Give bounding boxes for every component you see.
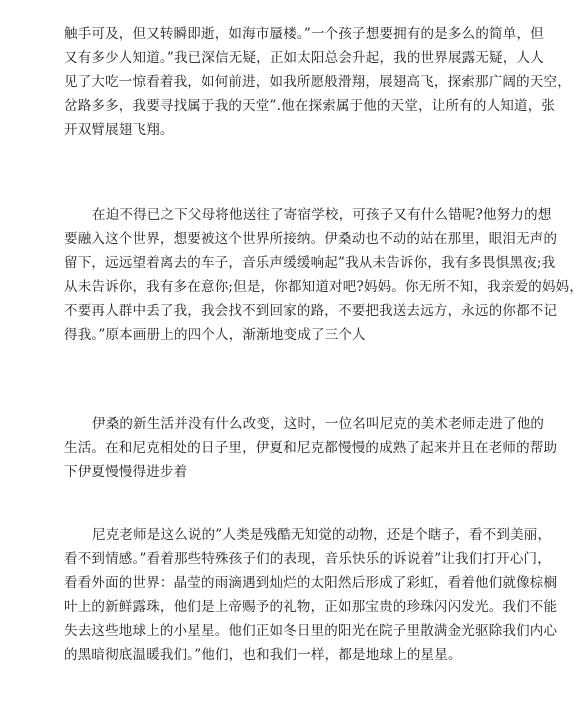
text-line: 伊桑的新生活并没有什么改变，这时，一位名叫尼克的美术老师走进了他的 [92,416,545,432]
text-line: 看不到情感。”看着那些特殊孩子们的表现，音乐快乐的诉说着”让我们打开心门， [64,551,551,567]
text-line: 开双臂展翅飞翔。 [64,122,174,138]
text-line: 生活。在和尼克相处的日子里，伊夏和尼克都慢慢的成熟了起来并且在老师的帮助 [64,440,558,456]
text-line: 尼克老师是这么说的”人类是残酷无知觉的动物，还是个瞎子，看不到美丽， [92,527,552,543]
paragraph-4 [64,523,558,667]
paragraph-3 [64,412,558,484]
text-line: 叶上的新鲜露珠，他们是上帝赐予的礼物，正如那宝贵的珍珠闪闪发光。我们不能 [64,599,558,615]
text-line: 的黑暗彻底温暖我们。”他们，也和我们一样，都是地球上的星星。 [64,647,462,663]
text-line: 要融入这个世界，想要被这个世界所接纳。伊桑动也不动的站在那里，眼泪无声的 [64,231,558,247]
text-line: 在迫不得已之下父母将他送往了寄宿学校，可孩子又有什么错呢?他努力的想 [92,207,552,223]
text-line: 看看外面的世界：晶莹的雨滴遇到灿烂的太阳然后形成了彩虹，看着他们就像棕榈 [64,575,558,591]
text-line: 又有多少人知道。”我已深信无疑，正如太阳总会升起，我的世界展露无疑，人人 [64,50,544,66]
text-line: 触手可及，但又转瞬即逝，如海市蜃楼。”一个孩子想要拥有的是多么的简单，但 [64,26,544,42]
text-line: 失去这些地球上的小星星。他们正如冬日里的阳光在院子里散满金光驱除我们内心 [64,623,558,639]
text-line: 见了大吃一惊看着我，如何前进，如我所愿般滑翔，展翅高飞，探索那广阔的天空， [64,74,571,90]
text-line: 从未告诉你，我有多在意你;但是，你都知道对吧?妈妈。你无所不知，我亲爱的妈妈， [64,279,583,295]
text-line: 得我。”原本画册上的四个人，渐渐地变成了三个人 [64,327,366,343]
paragraph-2 [64,203,583,347]
text-line: 不要再人群中丢了我，我会找不到回家的路，不要把我送去远方，永远的你都不记 [64,303,558,319]
text-line: 留下，远远望着离去的车子，音乐声缓缓响起”我从未告诉你，我有多畏惧黑夜;我 [64,255,556,271]
text-line: 岔路多多，我要寻找属于我的天堂”.他在探索属于他的天堂，让所有的人知道，张 [64,98,556,114]
paragraph-1 [64,22,571,142]
text-line: 下伊夏慢慢得进步着 [64,464,188,480]
